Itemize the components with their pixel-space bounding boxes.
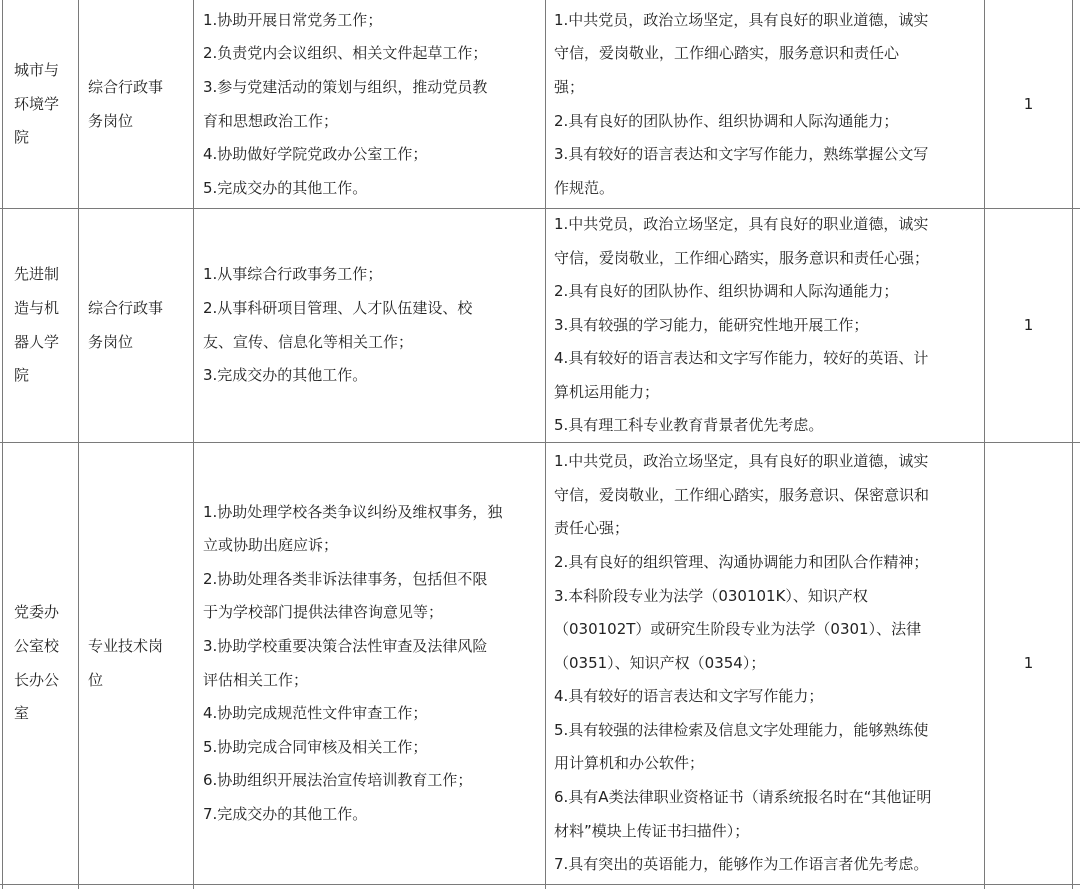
post-title-line: 综合行政事 [88, 77, 164, 96]
headcount-value: 1 [1023, 94, 1034, 113]
post-title-line: 专业技术岗 [88, 636, 164, 655]
requirements-line: 责任心强； [554, 519, 630, 538]
duties-line: 2.从事科研项目管理、人才队伍建设、校 [203, 298, 473, 317]
duties-line: 1.从事综合行政事务工作； [203, 265, 383, 284]
column-divider [1072, 0, 1073, 889]
post-title-cell [79, 1, 193, 208]
requirements-line: 1.中共党员，政治立场坚定，具有良好的职业道德，诚实 [554, 214, 929, 233]
requirements-line: 6.具有A类法律职业资格证书（请系统报名时在“其他证明 [554, 788, 932, 807]
department-line: 院 [14, 366, 30, 385]
requirements-line: 强； [554, 77, 585, 96]
duties-line: 7.完成交办的其他工作。 [203, 804, 368, 823]
department-cell [3, 1, 78, 208]
department-line: 长办公 [14, 670, 60, 689]
post-title-line: 务岗位 [88, 332, 134, 351]
duties-line: 友、宣传、信息化等相关工作； [203, 332, 414, 351]
department-cell [3, 209, 78, 442]
duties-line: 1.协助处理学校各类争议纠纷及维权事务，独 [203, 502, 503, 521]
duties-line: 3.完成交办的其他工作。 [203, 366, 368, 385]
department-line: 院 [14, 128, 30, 147]
duties-line: 2.负责党内会议组织、相关文件起草工作； [203, 44, 488, 63]
post-title-line: 位 [88, 670, 104, 689]
duties-line: 于为学校部门提供法律咨询意见等； [203, 603, 444, 622]
duties-cell [194, 443, 545, 884]
requirements-line: 算机运用能力； [554, 382, 660, 401]
requirements-line: 5.具有较强的法律检索及信息文字处理能力，能够熟练使 [554, 720, 929, 739]
duties-line: 2.协助处理各类非诉法律事务，包括但不限 [203, 569, 488, 588]
requirements-line: 1.中共党员，政治立场坚定，具有良好的职业道德，诚实 [554, 10, 929, 29]
headcount-value: 1 [1023, 653, 1034, 672]
requirements-line: 3.本科阶段专业为法学（030101K）、知识产权 [554, 586, 868, 605]
department-line: 室 [14, 704, 30, 723]
count-cell [985, 443, 1072, 884]
requirements-line: 4.具有较好的语言表达和文字写作能力，较好的英语、计 [554, 349, 929, 368]
duties-line: 1.协助开展日常党务工作； [203, 10, 383, 29]
duties-line: 3.参与党建活动的策划与组织，推动党员教 [203, 77, 488, 96]
duties-cell [194, 1, 545, 208]
post-title-cell [79, 209, 193, 442]
department-line: 环境学 [14, 94, 60, 113]
duties-line: 3.协助学校重要决策合法性审查及法律风险 [203, 636, 488, 655]
department-line: 器人学 [14, 332, 60, 351]
requirements-line: 2.具有良好的团队协作、组织协调和人际沟通能力； [554, 282, 899, 301]
count-cell [985, 209, 1072, 442]
row-divider [0, 884, 1080, 885]
requirements-line: 1.中共党员，政治立场坚定，具有良好的职业道德，诚实 [554, 452, 929, 471]
requirements-line: （0351）、知识产权（0354）； [554, 653, 766, 672]
requirements-line: 3.具有较好的语言表达和文字写作能力，熟练掌握公文写 [554, 145, 929, 164]
count-cell [985, 1, 1072, 208]
duties-line: 5.协助完成合同审核及相关工作； [203, 737, 428, 756]
requirements-line: 2.具有良好的团队协作、组织协调和人际沟通能力； [554, 111, 899, 130]
post-title-cell [79, 443, 193, 884]
duties-line: 立或协助出庭应诉； [203, 536, 339, 555]
requirements-line: 5.具有理工科专业教育背景者优先考虑。 [554, 416, 824, 435]
headcount-value: 1 [1023, 315, 1034, 334]
requirements-cell [546, 443, 984, 884]
department-line: 先进制 [14, 265, 60, 284]
requirements-line: 用计算机和办公软件； [554, 754, 705, 773]
requirements-line: 守信，爱岗敬业，工作细心踏实，服务意识和责任心强； [554, 248, 930, 267]
duties-cell [194, 209, 545, 442]
requirements-line: 2.具有良好的组织管理、沟通协调能力和团队合作精神； [554, 552, 929, 571]
department-line: 造与机 [14, 298, 60, 317]
department-line: 公室校 [14, 636, 60, 655]
requirements-line: 7.具有突出的英语能力，能够作为工作语言者优先考虑。 [554, 855, 929, 874]
duties-line: 4.协助做好学院党政办公室工作； [203, 145, 428, 164]
duties-line: 6.协助组织开展法治宣传培训教育工作； [203, 771, 473, 790]
requirements-cell [546, 1, 984, 208]
duties-line: 育和思想政治工作； [203, 111, 339, 130]
requirements-line: 守信，爱岗敬业，工作细心踏实，服务意识和责任心 [554, 44, 900, 63]
duties-line: 评估相关工作； [203, 670, 309, 689]
post-title-line: 综合行政事 [88, 298, 164, 317]
requirements-line: 作规范。 [554, 178, 615, 197]
requirements-line: 守信，爱岗敬业，工作细心踏实，服务意识、保密意识和 [554, 485, 930, 504]
requirements-cell [546, 209, 984, 442]
department-cell [3, 443, 78, 884]
duties-line: 4.协助完成规范性文件审查工作； [203, 704, 428, 723]
department-line: 党委办 [14, 603, 60, 622]
requirements-line: （030102T）或研究生阶段专业为法学（0301）、法律 [554, 620, 922, 639]
department-line: 城市与 [14, 61, 60, 80]
requirements-line: 材料”模块上传证书扫描件）； [554, 821, 750, 840]
requirements-line: 4.具有较好的语言表达和文字写作能力； [554, 687, 824, 706]
duties-line: 5.完成交办的其他工作。 [203, 178, 368, 197]
requirements-line: 3.具有较强的学习能力，能研究性地开展工作； [554, 315, 869, 334]
post-title-line: 务岗位 [88, 111, 134, 130]
